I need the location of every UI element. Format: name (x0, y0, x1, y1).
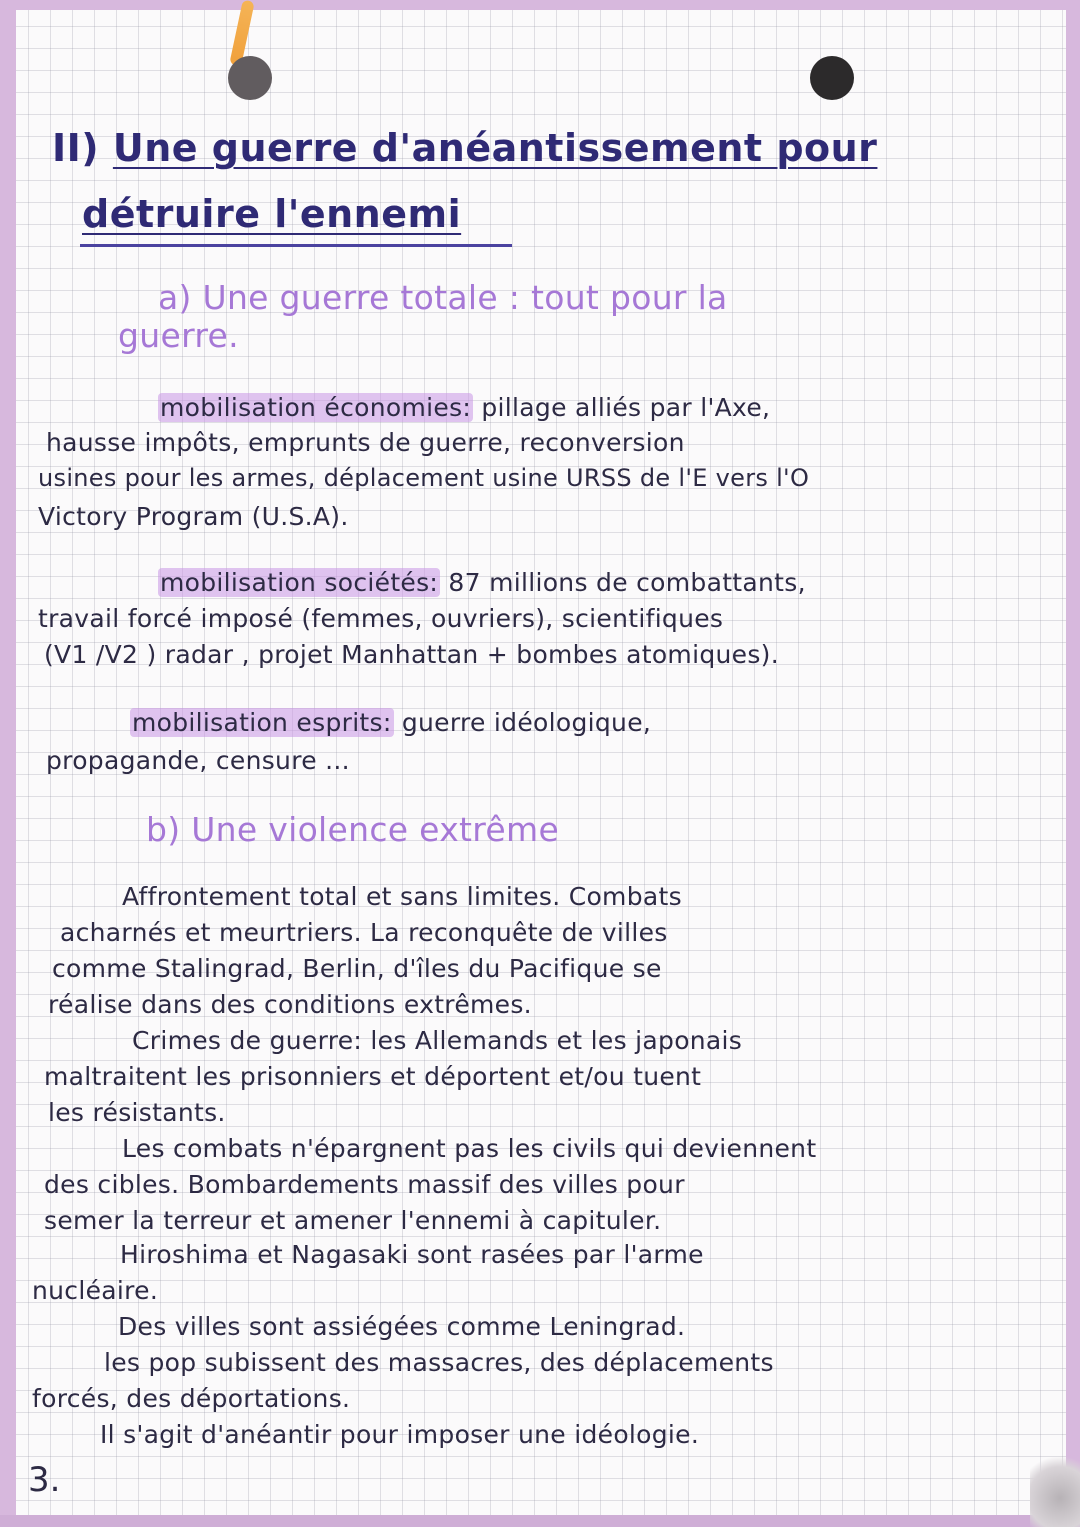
heading-line-2 (82, 192, 461, 236)
violence-line-4: réalise dans des conditions extrêmes. (48, 990, 532, 1019)
page-border-right (1066, 0, 1080, 1527)
violence-line-9: des cibles. Bombardements massif des villes pour (44, 1170, 685, 1199)
section-b-title: b) Une violence extrême (146, 810, 560, 849)
section-a-title-cont: guerre. (118, 316, 239, 355)
violence-line-10: semer la terreur et amener l'ennemi à capituler. (44, 1206, 662, 1235)
violence-line-15: forcés, des déportations. (32, 1384, 351, 1413)
page-border-top (0, 0, 1080, 10)
punch-hole-right (810, 56, 854, 100)
paragraph-societes-line-1 (158, 568, 806, 597)
societes-text-1: 87 millions de combattants, (448, 568, 806, 597)
page-number: 3. (28, 1460, 61, 1500)
violence-line-16: Il s'agit d'anéantir pour imposer une idéologie. (100, 1420, 700, 1449)
economies-text-3: usines pour les armes, déplacement usine URSS de l'E vers l'O (38, 464, 810, 492)
heading-line-1 (52, 126, 877, 170)
punch-hole-left (228, 56, 272, 100)
page-border-bottom (0, 1515, 1080, 1527)
heading-roman: II) (52, 126, 100, 170)
violence-line-7: les résistants. (48, 1098, 226, 1127)
heading-text-1: Une guerre d'anéantissement pour (112, 126, 878, 170)
page-border-left (0, 0, 16, 1527)
label-societes: mobilisation sociétés: (160, 568, 439, 597)
esprits-text-2: propagande, censure ... (46, 746, 350, 775)
violence-line-1: Affrontement total et sans limites. Combats (122, 882, 682, 911)
label-esprits: mobilisation esprits: (132, 708, 392, 737)
violence-line-12: nucléaire. (32, 1276, 159, 1305)
societes-text-3: (V1 /V2 ) radar , projet Manhattan + bombes atomiques). (44, 640, 779, 669)
economies-text-4: Victory Program (U.S.A). (38, 502, 349, 531)
violence-line-3: comme Stalingrad, Berlin, d'îles du Pacifique se (52, 954, 662, 983)
violence-line-5: Crimes de guerre: les Allemands et les japonais (132, 1026, 743, 1055)
violence-line-14: les pop subissent des massacres, des déplacements (104, 1348, 774, 1377)
label-economies: mobilisation économies: (160, 393, 472, 422)
esprits-text-1: guerre idéologique, (401, 708, 652, 737)
violence-line-6: maltraitent les prisonniers et déportent et/ou tuent (44, 1062, 702, 1091)
paragraph-economies-line-1 (158, 393, 770, 422)
violence-line-8: Les combats n'épargnent pas les civils qui deviennent (122, 1134, 817, 1163)
violence-line-11: Hiroshima et Nagasaki sont rasées par l'arme (120, 1240, 704, 1269)
violence-line-13: Des villes sont assiégées comme Leningrad. (118, 1312, 686, 1341)
economies-text-1: pillage alliés par l'Axe, (481, 393, 771, 422)
societes-text-2: travail forcé imposé (femmes, ouvriers), scientifiques (38, 604, 724, 633)
section-a-title: a) Une guerre totale : tout pour la (158, 278, 728, 317)
page-corner-shadow (1030, 1455, 1080, 1527)
violence-line-2: acharnés et meurtriers. La reconquête de villes (60, 918, 668, 947)
paragraph-esprits-line-1 (130, 708, 651, 737)
heading-underline (80, 244, 512, 247)
economies-text-2: hausse impôts, emprunts de guerre, reconversion (46, 428, 685, 457)
heading-text-2: détruire l'ennemi (82, 192, 462, 236)
